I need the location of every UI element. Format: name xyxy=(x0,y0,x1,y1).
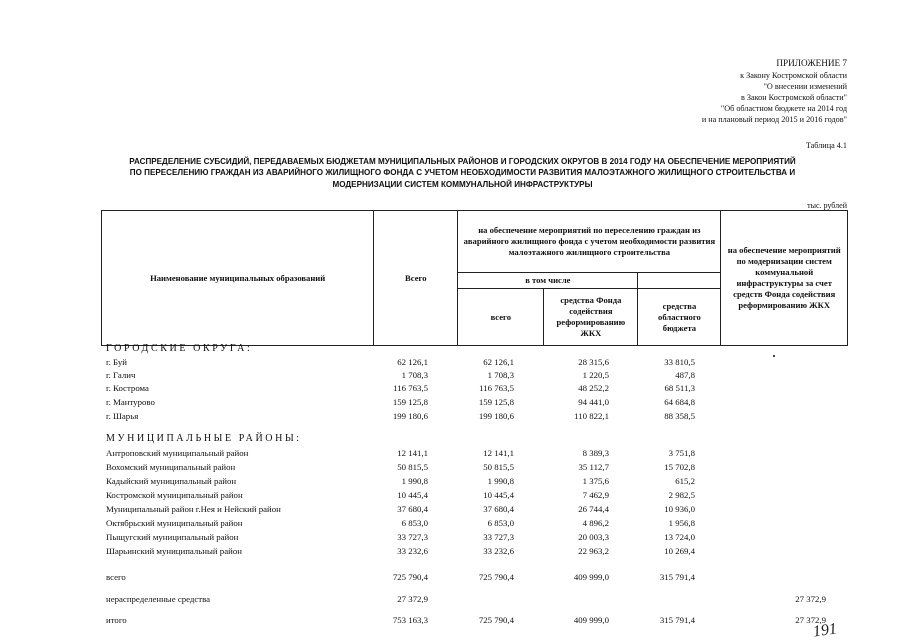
table-row xyxy=(0,447,905,460)
table-row xyxy=(0,517,905,530)
header-regional: средства областного бюджета xyxy=(638,289,721,346)
section-urban-title: ГОРОДСКИЕ ОКРУГА: xyxy=(106,343,253,354)
row-regional: 10 269,4 xyxy=(664,546,695,556)
row-all: 33 232,6 xyxy=(483,546,514,556)
row-name: г. Кострома xyxy=(106,383,149,393)
row-fund: 7 462,9 xyxy=(582,490,609,500)
row-all: 159 125,8 xyxy=(478,397,514,407)
table-row xyxy=(0,369,905,382)
row-total: 725 790,4 xyxy=(392,572,428,582)
row-regional: 15 702,8 xyxy=(664,462,695,472)
header-name: Наименование муниципальных образований xyxy=(102,211,374,346)
row-regional: 10 936,0 xyxy=(664,504,695,514)
header-total: Всего xyxy=(374,211,458,346)
row-total: 33 232,6 xyxy=(397,546,428,556)
row-regional: 3 751,8 xyxy=(668,448,695,458)
row-all: 12 141,1 xyxy=(483,448,514,458)
row-all: 33 727,3 xyxy=(483,532,514,542)
row-fund: 409 999,0 xyxy=(573,615,609,625)
page-number: 191 xyxy=(811,620,838,641)
row-name: итого xyxy=(106,615,127,625)
row-fund: 110 822,1 xyxy=(574,411,609,421)
row-all: 37 680,4 xyxy=(483,504,514,514)
header-including: в том числе xyxy=(458,273,638,289)
row-total: 159 125,8 xyxy=(392,397,428,407)
section-districts-title: МУНИЦИПАЛЬНЫЕ РАЙОНЫ: xyxy=(106,433,302,444)
row-name: Октябрьский муниципальный район xyxy=(106,518,243,528)
row-total: 37 680,4 xyxy=(397,504,428,514)
row-regional: 615,2 xyxy=(675,476,695,486)
table-row xyxy=(0,382,905,395)
table-row xyxy=(0,545,905,558)
row-communal: 27 372,9 xyxy=(795,594,826,604)
row-communal: 27 372,9 xyxy=(795,615,826,625)
table-header xyxy=(101,210,848,346)
row-total: 33 727,3 xyxy=(397,532,428,542)
row-regional: 315 791,4 xyxy=(659,615,695,625)
row-regional: 487,8 xyxy=(675,370,695,380)
row-all: 116 763,5 xyxy=(479,383,514,393)
table-row xyxy=(0,410,905,423)
row-fund: 8 389,3 xyxy=(582,448,609,458)
annex-line: "О внесении изменений xyxy=(763,82,847,91)
row-name: всего xyxy=(106,572,126,582)
header-fund: средства Фонда содействия реформированию ЖКХ xyxy=(544,289,638,346)
annex-line: и на плановый период 2015 и 2016 годов" xyxy=(701,115,847,124)
row-name: Вохомский муниципальный район xyxy=(106,462,236,472)
row-all: 62 126,1 xyxy=(483,357,514,367)
row-name: нераспределенные средства xyxy=(106,594,211,604)
table-row xyxy=(0,396,905,409)
annex-line: "Об областном бюджете на 2014 год xyxy=(720,104,847,113)
row-total: 62 126,1 xyxy=(397,357,428,367)
annex-block xyxy=(507,58,847,125)
row-total: 753 163,3 xyxy=(392,615,428,625)
row-all: 1 708,3 xyxy=(487,370,514,380)
annex-line: к Закону Костромской области xyxy=(740,71,847,80)
title-line: ПО ПЕРЕСЕЛЕНИЮ ГРАЖДАН ИЗ АВАРИЙНОГО ЖИЛИЩНОГО ФОНДА С УЧЕТОМ НЕОБХОДИМОСТИ РАЗВИТИЯ МАЛОЭТАЖНОГО ЖИЛИЩНОГО СТРОИТЕЛЬСТВА И xyxy=(129,168,796,178)
row-regional: 2 982,5 xyxy=(668,490,695,500)
row-fund: 409 999,0 xyxy=(573,572,609,582)
row-regional: 33 810,5 xyxy=(664,357,695,367)
row-fund: 1 375,6 xyxy=(582,476,609,486)
title-line: МОДЕРНИЗАЦИИ СИСТЕМ КОММУНАЛЬНОЙ ИНФРАСТРУКТУРЫ xyxy=(332,179,593,189)
row-all: 725 790,4 xyxy=(478,572,514,582)
row-name: Кадыйский муниципальный район xyxy=(106,476,237,486)
row-fund: 22 963,2 xyxy=(578,546,609,556)
table-row xyxy=(0,531,905,544)
row-name: Антроповский муниципальный район xyxy=(106,448,249,458)
row-total: 12 141,1 xyxy=(397,448,428,458)
row-regional: 315 791,4 xyxy=(659,572,695,582)
row-all: 10 445,4 xyxy=(483,490,514,500)
row-regional: 1 956,8 xyxy=(668,518,695,528)
row-fund: 1 220,5 xyxy=(582,370,609,380)
grand-total-row xyxy=(0,614,905,627)
row-total: 116 763,5 xyxy=(393,383,428,393)
row-fund: 94 441,0 xyxy=(578,397,609,407)
row-total: 1 990,8 xyxy=(401,476,428,486)
row-fund: 35 112,7 xyxy=(578,462,609,472)
row-fund: 4 896,2 xyxy=(582,518,609,528)
row-total: 1 708,3 xyxy=(401,370,428,380)
row-name: Муниципальный район г.Нея и Нейский район xyxy=(106,504,281,514)
total-row xyxy=(0,571,905,584)
row-regional: 88 358,5 xyxy=(664,411,695,421)
header-all: всего xyxy=(458,289,544,346)
row-regional: 13 724,0 xyxy=(664,532,695,542)
row-fund: 28 315,6 xyxy=(578,357,609,367)
table-row xyxy=(0,461,905,474)
table-row xyxy=(0,503,905,516)
row-name: Пыщугский муниципальный район xyxy=(106,532,239,542)
row-name: г. Мантурово xyxy=(106,397,155,407)
title-line: РАСПРЕДЕЛЕНИЕ СУБСИДИЙ, ПЕРЕДАВАЕМЫХ БЮДЖЕТАМ МУНИЦИПАЛЬНЫХ РАЙОНОВ И ГОРОДСКИХ ОКРУГОВ В 2014 ГОДУ НА ОБЕСПЕЧЕНИЕ МЕРОПРИЯТИЙ xyxy=(129,157,796,166)
row-name: Костромской муниципальный район xyxy=(106,490,243,500)
scan-mark xyxy=(773,355,775,357)
unallocated-row xyxy=(0,593,905,606)
row-regional: 64 684,8 xyxy=(664,397,695,407)
row-total: 27 372,9 xyxy=(397,594,428,604)
table-row xyxy=(0,356,905,369)
table-row xyxy=(0,489,905,502)
row-total: 10 445,4 xyxy=(397,490,428,500)
annex-line: в Закон Костромской области" xyxy=(740,93,847,102)
row-name: г. Буй xyxy=(106,357,127,367)
table-row xyxy=(0,475,905,488)
row-all: 50 815,5 xyxy=(483,462,514,472)
row-all: 1 990,8 xyxy=(487,476,514,486)
document-title xyxy=(40,156,885,190)
row-total: 199 180,6 xyxy=(392,411,428,421)
header-communal: на обеспечение мероприятий по модернизации систем коммунальной инфраструктуры за счет средств Фонда содействия реформированию ЖКХ xyxy=(721,211,848,346)
row-all: 199 180,6 xyxy=(478,411,514,421)
row-all: 6 853,0 xyxy=(487,518,514,528)
row-name: г. Галич xyxy=(106,370,136,380)
row-fund: 20 003,3 xyxy=(578,532,609,542)
row-regional: 68 511,3 xyxy=(664,383,695,393)
header-resettlement: на обеспечение мероприятий по переселению граждан из аварийного жилищного фонда с учетом необходимости развития малоэтажного жилищного строительства xyxy=(458,211,721,273)
row-name: г. Шарья xyxy=(106,411,139,421)
annex-title: ПРИЛОЖЕНИЕ 7 xyxy=(776,58,847,68)
units-label: тыс. рублей xyxy=(807,201,847,210)
row-name: Шарьинский муниципальный район xyxy=(106,546,242,556)
row-all: 725 790,4 xyxy=(478,615,514,625)
row-total: 6 853,0 xyxy=(401,518,428,528)
row-total: 50 815,5 xyxy=(397,462,428,472)
table-label: Таблица 4.1 xyxy=(805,141,847,150)
row-fund: 26 744,4 xyxy=(578,504,609,514)
row-fund: 48 252,2 xyxy=(578,383,609,393)
